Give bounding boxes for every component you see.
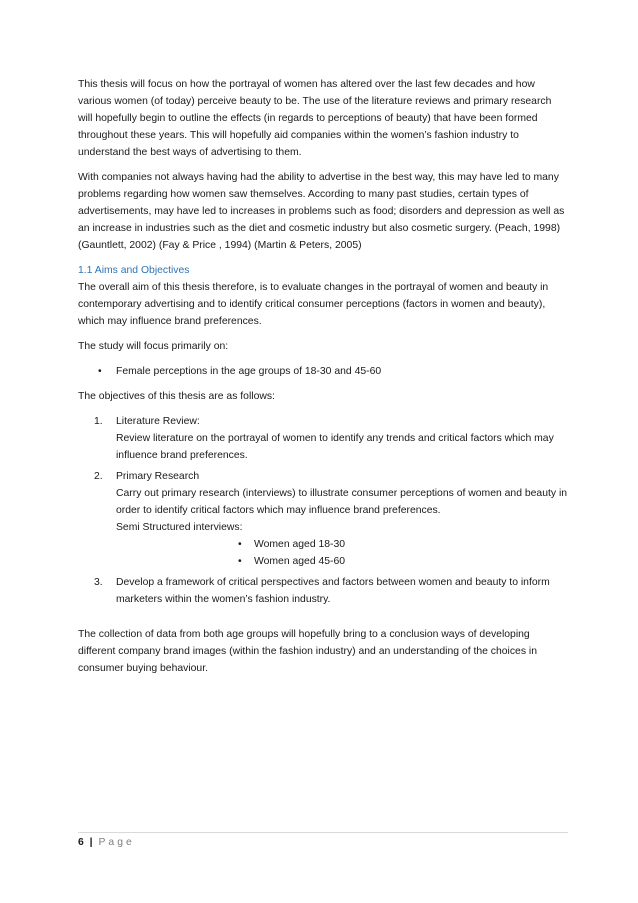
objective-number: 3. [94,577,103,588]
objective-detail: Review literature on the portrayal of women to identify any trends and critical factors which may influence brand preferences. [116,433,554,461]
conclusion-paragraph: The collection of data from both age groups will hopefully bring to a conclusion ways of developing different company brand images (within the fashion industry) and an understanding of the choices in consumer buying behaviour. [78,629,538,674]
intro-paragraph: This thesis will focus on how the portrayal of women has altered over the last few decades and how various women (of today) perceive beauty to be. The use of the literature reviews and primary research will hopefully begin to outline the effects (in regards to perceptions of beauty) that have been formed throughout these years. This will hopefully aid companies within the women’s fashion industry to understand the best ways of advertising to them. [78,79,552,158]
bullet-icon: • [238,539,242,550]
interview-group-text: Women aged 18-30 [254,539,346,550]
objective-title: Develop a framework of critical perspectives and factors between women and beauty to inform marketers within the women’s fashion industry. [116,577,550,605]
list-item [116,536,568,553]
section-heading: 1.1 Aims and Objectives [78,265,190,276]
footer-divider [78,832,568,833]
objective-item-3 [78,574,568,608]
objective-extra: Semi Structured interviews: [116,522,243,533]
page-number: 6 [78,837,84,848]
interview-group-text: Women aged 45-60 [254,556,346,567]
focus-list [78,363,568,380]
list-item [78,363,568,380]
objectives-intro: The objectives of this thesis are as follows: [78,391,275,402]
objective-item-1 [78,413,568,464]
footer-separator: | [89,837,93,848]
interview-groups-list [116,536,568,570]
objective-detail: Carry out primary research (interviews) to illustrate consumer perceptions of women and beauty in order to identify critical factors which may influence brand preferences. [116,488,568,516]
focus-intro: The study will focus primarily on: [78,341,229,352]
context-paragraph: With companies not always having had the ability to advertise in the best way, this may have led to many problems regarding how women saw themselves. According to many past studies, certain types of advertisements, may have led to increases in problems such as food; disorders and depression as well as an increase in industries such as the diet and cosmetic industry but also cosmetic surgery. (Peach, 1998) (Gauntlett, 2002) (Fay & Price , 1994) (Martin & Peters, 2005) [78,172,565,251]
list-item [116,553,568,570]
bullet-icon: • [238,556,242,567]
objective-item-2 [78,468,568,570]
objectives-list [78,413,568,608]
focus-item-text: Female perceptions in the age groups of 18-30 and 45-60 [116,366,382,377]
page-label: Page [98,837,135,848]
page-body [78,76,568,685]
objective-number: 1. [94,416,103,427]
objective-title: Primary Research [116,471,200,482]
overall-aim-paragraph: The overall aim of this thesis therefore, is to evaluate changes in the portrayal of women and beauty in contemporary advertising and to identify critical consumer perceptions (factors in women and beauty), which may influence brand preferences. [78,282,549,327]
objective-title: Literature Review: [116,416,200,427]
page-footer [78,836,135,850]
bullet-icon: • [98,366,102,377]
spacer [78,616,568,626]
objective-number: 2. [94,471,103,482]
